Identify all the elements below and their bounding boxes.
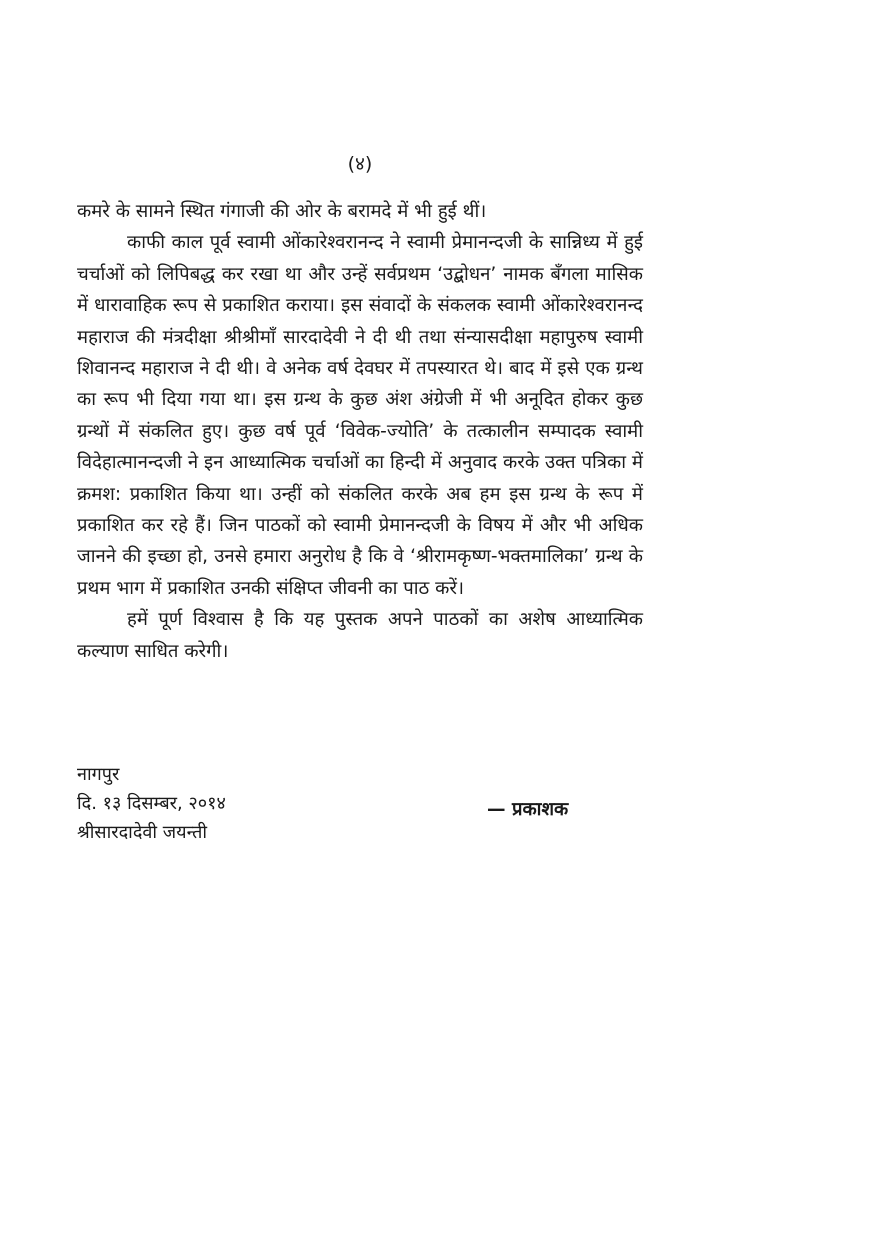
paragraph-continuation: कमरे के सामने स्थित गंगाजी की ओर के बरामदे में भी हुई थीं।	[77, 201, 487, 222]
publisher-signature: — प्रकाशक	[487, 799, 569, 820]
signoff-place: नागपुर	[77, 764, 120, 785]
paragraph-closing: हमें पूर्ण विश्वास है कि यह पुस्तक अपने पाठकों का अशेष आध्यात्मिक कल्याण साधित करेगी।	[77, 609, 643, 662]
signoff-occasion: श्रीसारदादेवी जयन्ती	[77, 822, 208, 843]
paragraph-main: काफी काल पूर्व स्वामी ओंकारेश्वरानन्द ने स्वामी प्रेमानन्दजी के सान्निध्य में हुई चर्चाओं को लिपिबद्ध कर रखा था और उन्हें सर्वप्रथम ‘उद्बोधन’ नामक बँगला मासिक में धारावाहिक रूप से प्रकाशित कराया। इस संवादों के संकलक स्वामी ओंकारेश्वरानन्द महाराज की मंत्रदीक्षा श्रीश्रीमाँ सारदादेवी ने दी थी तथा संन्यासदीक्षा महापुरुष स्वामी शिवानन्द महाराज ने दी थी। वे अनेक वर्ष देवघर में तपस्यारत थे। बाद में इसे एक ग्रन्थ का रूप भी दिया गया था। इस ग्रन्थ के कुछ अंश अंग्रेजी में भी अनूदित होकर कुछ ग्रन्थों में संकलित हुए। कुछ वर्ष पूर्व ‘विवेक-ज्योति’ के तत्कालीन सम्पादक स्वामी विदेहात्मानन्दजी ने इन आध्यात्मिक चर्चाओं का हिन्दी में अनुवाद करके उक्त पत्रिका में क्रमश: प्रकाशित किया था। उन्हीं को संकलित करके अब हम इस ग्रन्थ के रूप में प्रकाशित कर रहे हैं। जिन पाठकों को स्वामी प्रेमानन्दजी के विषय में और भी अधिक जानने की इच्छा हो, उनसे हमारा अनुरोध है कि वे ‘श्रीरामकृष्ण-भक्तमालिका’ ग्रन्थ के प्रथम भाग में प्रकाशित उनकी संक्षिप्त जीवनी का पाठ करें।	[77, 232, 643, 599]
signoff-date: दि. १३ दिसम्बर, २०१४	[77, 793, 226, 814]
body-text	[77, 196, 643, 667]
page-number: (४)	[347, 153, 373, 175]
